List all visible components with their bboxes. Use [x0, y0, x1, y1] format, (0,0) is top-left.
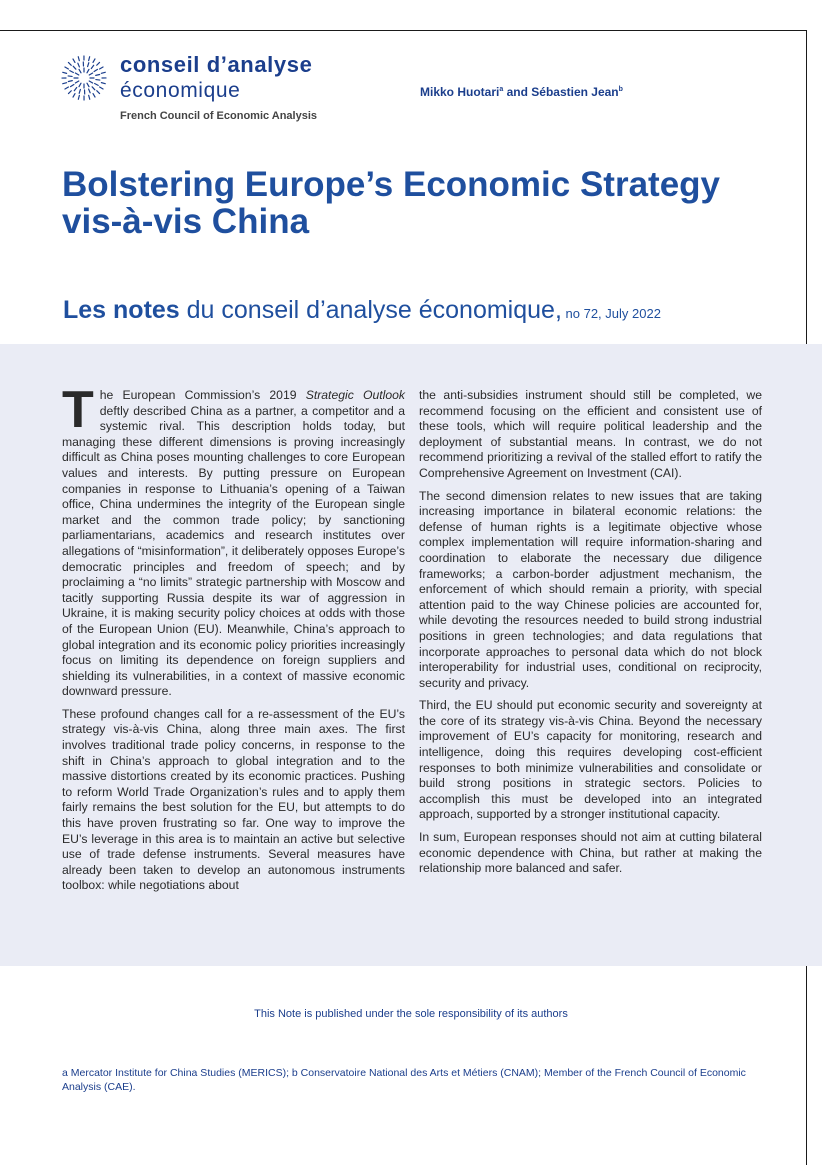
abstract-column-right: [419, 388, 762, 884]
abstract-paragraph-4: The second dimension relates to new issues that are taking increasing importance in bilateral economic relations: the defense of human rights is a legitimate objective whose complex implementation will require information-sharing and coordination to elaborate the necessary due diligence frameworks; a carbon-border adjustment mechanism, the enforcement of which should remain a priority, with special attention paid to the way Chinese policies are accounted for, while devoting the resources needed to build strong industrial positions in green technologies; and data regulations that incorporate approaches to personal data which do not block interoperability for industrial uses, conditional on reciprocity, security and privacy.: [419, 488, 762, 690]
series-name-bold: Les notes: [63, 296, 180, 324]
cae-logo: [60, 52, 360, 124]
logo-line-1: conseil d’analyse: [120, 52, 313, 77]
author-2-marker: b: [618, 86, 623, 93]
frame-top-rule: [0, 30, 807, 31]
author-affiliations: a Mercator Institute for China Studies (MERICS); b Conservatoire National des Arts et Métiers (CNAM); Member of the French Council of Economic Analysis (CAE).: [62, 1067, 746, 1093]
series-line: [63, 296, 661, 325]
author-1-marker: a: [499, 86, 504, 93]
authors-connector: and: [503, 85, 532, 99]
author-2: Sébastien Jean: [531, 85, 619, 99]
abstract-p1-start: he European Commission’s 2019: [99, 388, 306, 402]
drop-cap: T: [62, 381, 94, 439]
series-name-rest: du conseil d’analyse économique,: [179, 296, 562, 324]
abstract-paragraph-1: [62, 381, 405, 700]
abstract-column-left: [62, 381, 405, 901]
document-title: Bolstering Europe’s Economic Strategy vis-à-vis China: [62, 165, 721, 241]
abstract-paragraph-3: the anti-subsidies instrument should still be completed, we recommend focusing on the efficient and consistent use of these tools, which will require political leadership and the deployment of substantial means. In contrast, we do not recommend prioritizing a revival of the stalled effort to ratify the Comprehensive Agreement on Investment (CAI).: [419, 388, 762, 480]
logo-subtitle: French Council of Economic Analysis: [120, 110, 318, 122]
abstract-paragraph-2: These profound changes call for a re-assessment of the EU’s strategy vis-à-vis China, along three main axes. The first involves traditional trade policy concerns, in response to the shift in China’s approach to global integration and to the massive distortions created by its economic practices. Pushing to reform World Trade Organization’s rules and to apply them fairly remains the best solution for the EU, but attempts to do this have proven frustrating so far. One way to improve the EU’s leverage in this area is to maintain an active but selective use of trade defense instruments. Several measures have already been taken to develop an autonomous instruments toolbox: while negotiations about: [62, 706, 405, 893]
abstract-paragraph-6: In sum, European responses should not aim at cutting bilateral economic dependence with China, but rather at making the relationship more balanced and safer.: [419, 830, 762, 876]
cae-circle-mark-icon: [60, 54, 108, 102]
abstract-paragraph-5: Third, the EU should put economic security and sovereignty at the core of its strategy vis-à-vis China. Beyond the necessary improvement of EU’s capacity for monitoring, research and intelligence, doing this requires developing cost-efficient responses to both minimize vulnerabilities and consolidate or build strong positions in strategic sectors. Policies to accomplish this must be developed into an integrated approach, supported by a stronger institutional capacity.: [419, 698, 762, 822]
abstract-p1-italic: Strategic Outlook: [305, 388, 405, 402]
series-issue-date: no 72, July 2022: [561, 306, 661, 321]
responsibility-note: This Note is published under the sole responsibility of its authors: [254, 1008, 568, 1020]
logo-line-2: économique: [120, 79, 241, 102]
abstract-p1-rest: deftly described China as a partner, a competitor and a systemic rival. This description holds today, but managing these different dimensions is proving increasingly difficult as China poses mounting challenges to core European values and interests. By putting pressure on European companies in response to Lithuania’s opening of a Taiwan office, China undermines the integrity of the European single market and the common trade policy; by sanctioning parliamentarians, academics and research institutes over allegations of “misinformation”, it deliberately opposes Europe’s democratic principles and freedom of speech; and by proclaiming a “no limits” strategic partnership with Moscow and tacitly supporting Russia despite its war of aggression in Ukraine, it is making security policy choices at odds with those of the European Union (EU). Meanwhile, China’s approach to global integration and its economic policy priorities increasingly focus on limiting its dependence on foreign suppliers and shielding its vulnerabilities, in a context of massive economic downward pressure.: [62, 403, 405, 699]
authors-line: [420, 85, 623, 99]
author-1: Mikko Huotari: [420, 85, 500, 99]
